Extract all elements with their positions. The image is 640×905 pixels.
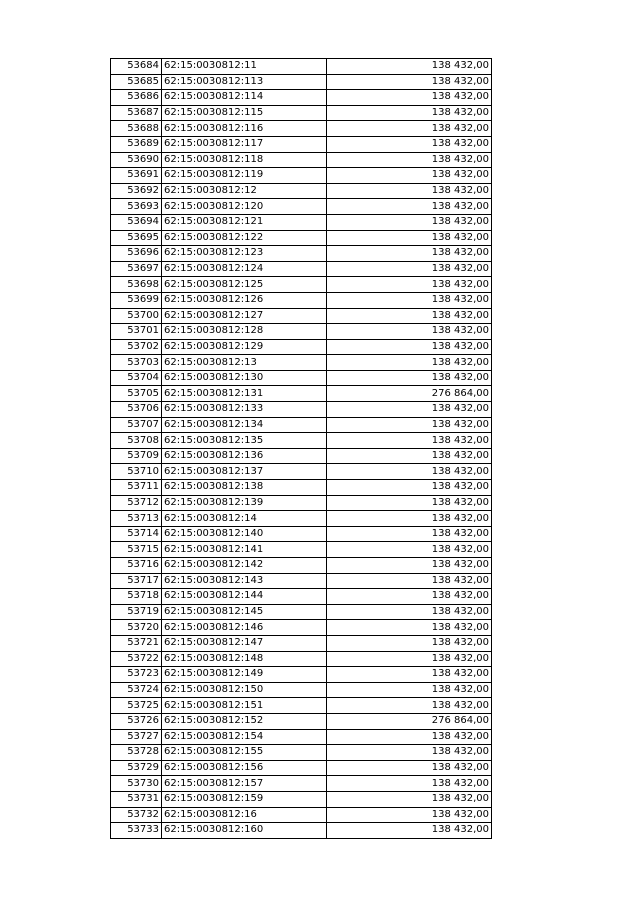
table-row (111, 511, 492, 527)
row-id-cell: 53712 (111, 495, 162, 511)
table-row (111, 760, 492, 776)
table-row (111, 620, 492, 636)
value-cell: 138 432,00 (327, 511, 492, 527)
table-row (111, 495, 492, 511)
row-id-cell: 53719 (111, 604, 162, 620)
table-row (111, 230, 492, 246)
cadastral-number-cell: 62:15:0030812:116 (162, 121, 327, 137)
value-cell: 138 432,00 (327, 59, 492, 75)
cadastral-number-cell: 62:15:0030812:149 (162, 667, 327, 683)
row-id-cell: 53692 (111, 183, 162, 199)
value-cell: 138 432,00 (327, 277, 492, 293)
cadastral-number-cell: 62:15:0030812:12 (162, 183, 327, 199)
row-id-cell: 53718 (111, 589, 162, 605)
row-id-cell: 53715 (111, 542, 162, 558)
value-cell: 138 432,00 (327, 448, 492, 464)
cadastral-number-cell: 62:15:0030812:151 (162, 698, 327, 714)
table-row (111, 776, 492, 792)
row-id-cell: 53716 (111, 558, 162, 574)
cadastral-number-cell: 62:15:0030812:141 (162, 542, 327, 558)
cadastral-number-cell: 62:15:0030812:135 (162, 433, 327, 449)
value-cell: 276 864,00 (327, 713, 492, 729)
row-id-cell: 53684 (111, 59, 162, 75)
row-id-cell: 53707 (111, 417, 162, 433)
table-row (111, 651, 492, 667)
table-row (111, 214, 492, 230)
table-row (111, 698, 492, 714)
cadastral-number-cell: 62:15:0030812:125 (162, 277, 327, 293)
table-row (111, 292, 492, 308)
table-row (111, 604, 492, 620)
row-id-cell: 53710 (111, 464, 162, 480)
row-id-cell: 53685 (111, 74, 162, 90)
table-row (111, 370, 492, 386)
value-cell: 138 432,00 (327, 480, 492, 496)
value-cell: 138 432,00 (327, 230, 492, 246)
row-id-cell: 53686 (111, 90, 162, 106)
table-row (111, 59, 492, 75)
cadastral-number-cell: 62:15:0030812:150 (162, 682, 327, 698)
cadastral-number-cell: 62:15:0030812:133 (162, 402, 327, 418)
value-cell: 138 432,00 (327, 667, 492, 683)
value-cell: 138 432,00 (327, 745, 492, 761)
cadastral-number-cell: 62:15:0030812:115 (162, 105, 327, 121)
table-row (111, 152, 492, 168)
table-row (111, 199, 492, 215)
table-row (111, 729, 492, 745)
row-id-cell: 53696 (111, 246, 162, 262)
value-cell: 138 432,00 (327, 620, 492, 636)
row-id-cell: 53708 (111, 433, 162, 449)
value-cell: 138 432,00 (327, 370, 492, 386)
cadastral-number-cell: 62:15:0030812:137 (162, 464, 327, 480)
cadastral-number-cell: 62:15:0030812:11 (162, 59, 327, 75)
value-cell: 138 432,00 (327, 402, 492, 418)
row-id-cell: 53724 (111, 682, 162, 698)
cadastral-number-cell: 62:15:0030812:14 (162, 511, 327, 527)
value-cell: 138 432,00 (327, 355, 492, 371)
row-id-cell: 53727 (111, 729, 162, 745)
cadastral-number-cell: 62:15:0030812:16 (162, 807, 327, 823)
cadastral-number-cell: 62:15:0030812:127 (162, 308, 327, 324)
row-id-cell: 53704 (111, 370, 162, 386)
table-row (111, 308, 492, 324)
value-cell: 138 432,00 (327, 776, 492, 792)
row-id-cell: 53690 (111, 152, 162, 168)
table-row (111, 246, 492, 262)
table-row (111, 355, 492, 371)
value-cell: 138 432,00 (327, 635, 492, 651)
value-cell: 138 432,00 (327, 339, 492, 355)
cadastral-number-cell: 62:15:0030812:143 (162, 573, 327, 589)
value-cell: 138 432,00 (327, 823, 492, 839)
value-cell: 138 432,00 (327, 682, 492, 698)
value-cell: 138 432,00 (327, 74, 492, 90)
cadastral-number-cell: 62:15:0030812:118 (162, 152, 327, 168)
cadastral-number-cell: 62:15:0030812:134 (162, 417, 327, 433)
value-cell: 138 432,00 (327, 308, 492, 324)
table-row (111, 448, 492, 464)
table-row (111, 745, 492, 761)
table-row (111, 105, 492, 121)
table-row (111, 807, 492, 823)
value-cell: 138 432,00 (327, 417, 492, 433)
row-id-cell: 53717 (111, 573, 162, 589)
row-id-cell: 53703 (111, 355, 162, 371)
cadastral-number-cell: 62:15:0030812:160 (162, 823, 327, 839)
cadastral-number-cell: 62:15:0030812:144 (162, 589, 327, 605)
row-id-cell: 53689 (111, 136, 162, 152)
row-id-cell: 53713 (111, 511, 162, 527)
value-cell: 138 432,00 (327, 558, 492, 574)
value-cell: 138 432,00 (327, 246, 492, 262)
table-row (111, 261, 492, 277)
row-id-cell: 53693 (111, 199, 162, 215)
table-row (111, 168, 492, 184)
table-row (111, 183, 492, 199)
value-cell: 138 432,00 (327, 464, 492, 480)
table-row (111, 90, 492, 106)
value-cell: 138 432,00 (327, 433, 492, 449)
cadastral-number-cell: 62:15:0030812:140 (162, 526, 327, 542)
value-cell: 138 432,00 (327, 526, 492, 542)
cadastral-number-cell: 62:15:0030812:120 (162, 199, 327, 215)
value-cell: 138 432,00 (327, 152, 492, 168)
row-id-cell: 53709 (111, 448, 162, 464)
row-id-cell: 53698 (111, 277, 162, 293)
table-row (111, 558, 492, 574)
row-id-cell: 53695 (111, 230, 162, 246)
cadastral-number-cell: 62:15:0030812:142 (162, 558, 327, 574)
value-cell: 138 432,00 (327, 261, 492, 277)
table-row (111, 74, 492, 90)
row-id-cell: 53731 (111, 791, 162, 807)
row-id-cell: 53702 (111, 339, 162, 355)
row-id-cell: 53730 (111, 776, 162, 792)
value-cell: 138 432,00 (327, 651, 492, 667)
table-row (111, 667, 492, 683)
cadastral-number-cell: 62:15:0030812:139 (162, 495, 327, 511)
row-id-cell: 53733 (111, 823, 162, 839)
table-row (111, 635, 492, 651)
value-cell: 138 432,00 (327, 105, 492, 121)
value-cell: 138 432,00 (327, 807, 492, 823)
row-id-cell: 53726 (111, 713, 162, 729)
row-id-cell: 53705 (111, 386, 162, 402)
table-row (111, 823, 492, 839)
row-id-cell: 53723 (111, 667, 162, 683)
value-cell: 138 432,00 (327, 136, 492, 152)
table-row (111, 121, 492, 137)
row-id-cell: 53725 (111, 698, 162, 714)
cadastral-number-cell: 62:15:0030812:152 (162, 713, 327, 729)
value-cell: 138 432,00 (327, 183, 492, 199)
value-cell: 138 432,00 (327, 214, 492, 230)
cadastral-number-cell: 62:15:0030812:113 (162, 74, 327, 90)
table-row (111, 480, 492, 496)
cadastral-number-cell: 62:15:0030812:157 (162, 776, 327, 792)
cadastral-number-cell: 62:15:0030812:131 (162, 386, 327, 402)
cadastral-number-cell: 62:15:0030812:130 (162, 370, 327, 386)
row-id-cell: 53701 (111, 324, 162, 340)
cadastral-number-cell: 62:15:0030812:154 (162, 729, 327, 745)
cadastral-number-cell: 62:15:0030812:114 (162, 90, 327, 106)
cadastral-number-cell: 62:15:0030812:146 (162, 620, 327, 636)
table-row (111, 136, 492, 152)
value-cell: 138 432,00 (327, 168, 492, 184)
row-id-cell: 53732 (111, 807, 162, 823)
table-row (111, 791, 492, 807)
cadastral-number-cell: 62:15:0030812:119 (162, 168, 327, 184)
table-row (111, 339, 492, 355)
row-id-cell: 53714 (111, 526, 162, 542)
row-id-cell: 53691 (111, 168, 162, 184)
cadastral-number-cell: 62:15:0030812:13 (162, 355, 327, 371)
table-row (111, 277, 492, 293)
row-id-cell: 53687 (111, 105, 162, 121)
cadastral-number-cell: 62:15:0030812:122 (162, 230, 327, 246)
value-cell: 138 432,00 (327, 199, 492, 215)
table-row (111, 526, 492, 542)
row-id-cell: 53697 (111, 261, 162, 277)
cadastral-number-cell: 62:15:0030812:159 (162, 791, 327, 807)
value-cell: 138 432,00 (327, 589, 492, 605)
table-row (111, 324, 492, 340)
value-cell: 138 432,00 (327, 495, 492, 511)
value-cell: 138 432,00 (327, 760, 492, 776)
table-row (111, 682, 492, 698)
cadastral-number-cell: 62:15:0030812:147 (162, 635, 327, 651)
row-id-cell: 53729 (111, 760, 162, 776)
table-row (111, 402, 492, 418)
table-row (111, 542, 492, 558)
value-cell: 138 432,00 (327, 324, 492, 340)
cadastral-number-cell: 62:15:0030812:145 (162, 604, 327, 620)
table-row (111, 713, 492, 729)
cadastral-number-cell: 62:15:0030812:123 (162, 246, 327, 262)
cadastral-number-cell: 62:15:0030812:156 (162, 760, 327, 776)
cadastral-number-cell: 62:15:0030812:155 (162, 745, 327, 761)
value-cell: 138 432,00 (327, 542, 492, 558)
row-id-cell: 53688 (111, 121, 162, 137)
row-id-cell: 53728 (111, 745, 162, 761)
cadastral-number-cell: 62:15:0030812:128 (162, 324, 327, 340)
cadastral-number-cell: 62:15:0030812:129 (162, 339, 327, 355)
cadastral-number-cell: 62:15:0030812:136 (162, 448, 327, 464)
row-id-cell: 53721 (111, 635, 162, 651)
value-cell: 276 864,00 (327, 386, 492, 402)
row-id-cell: 53699 (111, 292, 162, 308)
cadastral-number-cell: 62:15:0030812:148 (162, 651, 327, 667)
cadastral-number-cell: 62:15:0030812:126 (162, 292, 327, 308)
cadastral-number-cell: 62:15:0030812:124 (162, 261, 327, 277)
row-id-cell: 53711 (111, 480, 162, 496)
table-row (111, 573, 492, 589)
value-cell: 138 432,00 (327, 729, 492, 745)
cadastral-number-cell: 62:15:0030812:117 (162, 136, 327, 152)
table-row (111, 589, 492, 605)
value-cell: 138 432,00 (327, 573, 492, 589)
table-row (111, 417, 492, 433)
table-row (111, 433, 492, 449)
value-cell: 138 432,00 (327, 698, 492, 714)
value-cell: 138 432,00 (327, 121, 492, 137)
cadastral-value-table (110, 58, 492, 839)
cadastral-number-cell: 62:15:0030812:138 (162, 480, 327, 496)
value-cell: 138 432,00 (327, 292, 492, 308)
value-cell: 138 432,00 (327, 791, 492, 807)
table-row (111, 386, 492, 402)
row-id-cell: 53706 (111, 402, 162, 418)
table-body (111, 59, 492, 839)
row-id-cell: 53720 (111, 620, 162, 636)
cadastral-number-cell: 62:15:0030812:121 (162, 214, 327, 230)
value-cell: 138 432,00 (327, 604, 492, 620)
row-id-cell: 53722 (111, 651, 162, 667)
row-id-cell: 53700 (111, 308, 162, 324)
table-row (111, 464, 492, 480)
value-cell: 138 432,00 (327, 90, 492, 106)
row-id-cell: 53694 (111, 214, 162, 230)
